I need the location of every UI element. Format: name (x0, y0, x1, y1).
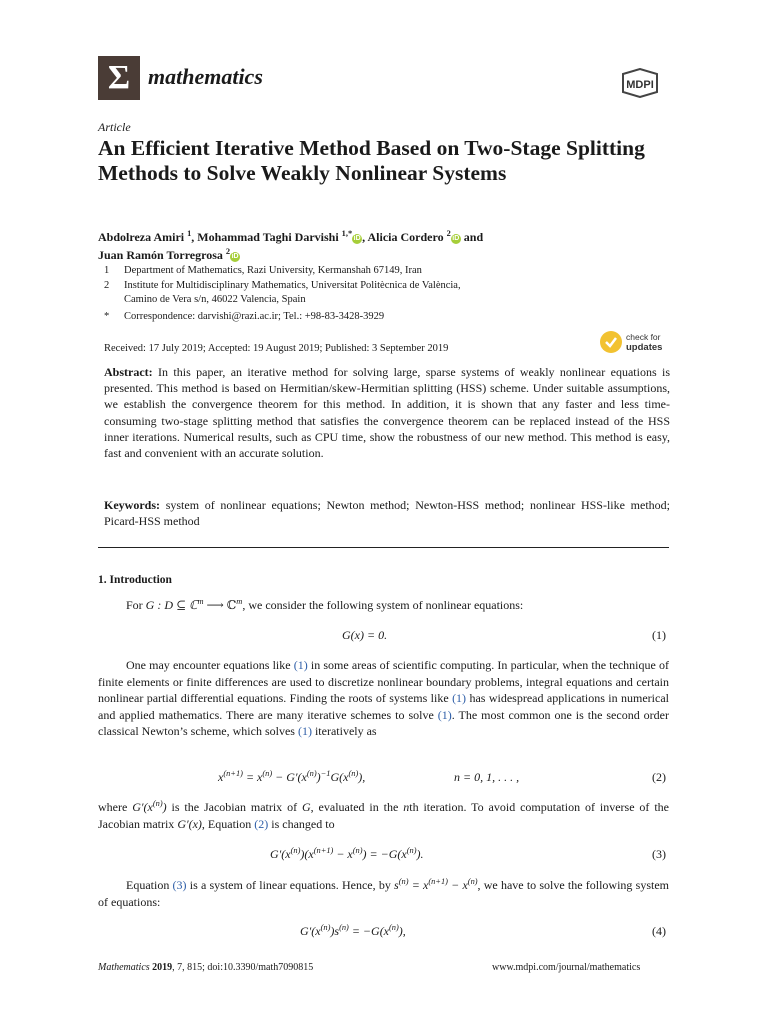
equation-4: $G'(x^{(n)})s^{(n)} = -G(x^{(n)})$, (300, 923, 406, 938)
paragraph: Equation (3) is a system of linear equations. Hence, by $s^{(n)} = x^{(n+1)} - x^{(n)}$, we have to solve the following system of equations: (98, 877, 669, 909)
mdpi-logo (613, 68, 667, 98)
and-word: and (463, 230, 484, 244)
mdpi-logo-icon (613, 68, 667, 98)
author-list: Abdolreza Amiri $^1$, Mohammad Taghi Darvishi $^{1,*}$iD , Alicia Cordero $^2$iD and Juan Ramón Torregrosa $^2$iD (98, 229, 484, 262)
equation-link[interactable]: (1) (293, 658, 308, 672)
affiliation-1: 1 Department of Mathematics, Razi University, Kermanshah 67149, Iran (104, 265, 422, 276)
equation-number: (3) (652, 847, 666, 861)
check-for-updates-button[interactable]: check for updates (600, 330, 672, 358)
check-updates-icon (600, 331, 622, 353)
author-affil-sup: 1 (187, 229, 192, 238)
equation-link[interactable]: (1) (297, 724, 312, 738)
author-name[interactable]: Alicia Cordero (367, 230, 444, 244)
divider (98, 547, 669, 548)
equation-2-condition: n = 0, 1, . . . , (454, 770, 520, 784)
equation-number: (2) (652, 770, 666, 784)
paragraph: One may encounter equations like (1) in some areas of scientific computing. In particular, when the technique of finite elements or finite differences are used to discretize nonlinear boundary problems, integral equations and certain nonlinear partial differential equations. Finding the roots of systems like (1) has widespread applications in numerical and applied mathematics. There are many iterative schemes to solve (1). The most common one is the second order classical Newton’s scheme, which solves (1) iteratively as (98, 658, 670, 738)
equation-number: (4) (652, 924, 666, 938)
equation-link[interactable]: (3) (172, 878, 187, 892)
author-affil-sup: 1,* (341, 229, 353, 238)
paragraph: For G : D ⊆ ℂ$^m$ ⟶ ℂ$^m$, we consider the following system of nonlinear equations: (126, 597, 524, 612)
keywords-label: Keywords: (104, 498, 160, 512)
abstract (104, 364, 670, 461)
paragraph: where $G'(x^{(n)})$ is the Jacobian matrix of G, evaluated in the nth iteration. To avoid computation of inverse of the Jacobian matrix G′(x), Equation (2) is changed to (98, 799, 669, 831)
equation-number: (1) (652, 628, 666, 642)
abstract-text: In this paper, an iterative method for solving large, sparse systems of weakly nonlinear equations is presented. This method is based on Hermitian/skew-Hermitian splitting (HSS) scheme. Under suitable assumptions, we establish the convergence theorem for this method. In addition, it is shown that any faster and less time-consuming two-stage splitting method that satisfies the convergence theorem can be replaced instead of the HSS inner iterations. Numerical results, such as CPU time, show the robustness of our new method. This method is easy, fast and convenient with an accurate solution. (104, 365, 670, 461)
equation-link[interactable]: (1) (452, 691, 467, 705)
orcid-icon[interactable]: iD (353, 235, 361, 242)
equation-1: G(x) = 0. (342, 628, 388, 642)
section-heading: 1. Introduction (98, 574, 172, 586)
keywords-text: system of nonlinear equations; Newton method; Newton-HSS method; nonlinear HSS-like method; Picard-HSS method (104, 498, 670, 529)
author-affil-sup: 2 (225, 247, 231, 256)
journal-name: mathematics (148, 64, 263, 89)
equation-link[interactable]: (1) (437, 707, 452, 722)
author-name[interactable]: Mohammad Taghi Darvishi (197, 230, 339, 244)
journal-logo (98, 56, 140, 100)
author-name[interactable]: Juan Ramón Torregrosa (98, 248, 223, 262)
footer-citation: Mathematics 2019, 7, 815; doi:10.3390/math7090815 (98, 962, 314, 973)
author-affil-sup: 2 (446, 229, 451, 238)
equation-link[interactable]: (2) (254, 816, 269, 831)
sigma-icon: Σ (107, 59, 131, 96)
equation-2: $x^{(n+1)} = x^{(n)} - G'(x^{(n)})^{-1}G(x^{(n)})$, (218, 769, 366, 784)
orcid-icon[interactable]: iD (231, 253, 239, 260)
paper-title: An Efficient Iterative Method Based on Two-Stage Splitting Methods to Solve Weakly Nonlinear Systems (98, 136, 645, 185)
svg-text:MDPI: MDPI (626, 79, 654, 91)
footer-url[interactable]: www.mdpi.com/journal/mathematics (492, 962, 641, 973)
equation-3: $G'(x^{(n)})(x^{(n+1)} - x^{(n)}) = -G(x^{(n)})$. (270, 846, 424, 861)
author-name[interactable]: Abdolreza Amiri (98, 230, 185, 244)
article-type: Article (98, 120, 131, 134)
abstract-label: Abstract: (104, 365, 153, 379)
affiliation-2: 2 Institute for Multidisciplinary Mathematics, Universitat Politècnica de València, Camino de Vera s/n, 46022 Valencia, Spain (104, 280, 461, 305)
keywords (104, 497, 670, 529)
correspondence: * Correspondence: darvishi@razi.ac.ir; Tel.: +98-83-3428-3929 (104, 311, 385, 322)
publication-dates: Received: 17 July 2019; Accepted: 19 August 2019; Published: 3 September 2019 (104, 343, 449, 354)
orcid-icon[interactable]: iD (452, 235, 460, 242)
